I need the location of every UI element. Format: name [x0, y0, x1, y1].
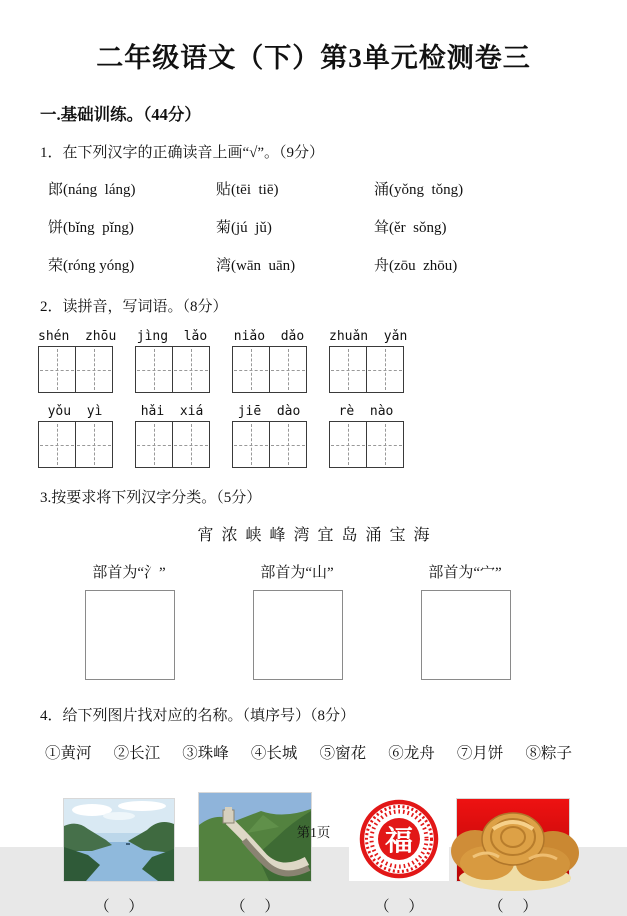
pinyin-label: shén zhōu	[38, 329, 117, 344]
q3-group-label: 部首为“山”	[260, 565, 334, 581]
q3-group-mian	[421, 561, 509, 680]
grid-cell	[329, 346, 367, 393]
writing-grid	[232, 346, 306, 393]
page-number: 第1页	[296, 825, 331, 840]
pinyin-label: jìng lǎo	[136, 329, 208, 344]
photo-column	[199, 793, 311, 916]
answer-blank: （ ）	[94, 899, 144, 915]
grid-cell	[329, 421, 367, 468]
grid-cell	[75, 346, 113, 393]
q1-item: 荣(róng yóng)	[48, 258, 135, 274]
grid-cell	[269, 421, 307, 468]
classification-box	[421, 590, 511, 680]
q4-prompt: 4．给下列图片找对应的名称。（填序号）（8分）	[40, 708, 356, 724]
grid-cell	[366, 421, 404, 468]
pinyin-label: zhuǎn yǎn	[329, 329, 408, 344]
q1-item: 饼(bǐng pǐng)	[48, 220, 134, 236]
q1-item: 菊(jú jǔ)	[216, 220, 272, 236]
pinyin-writing-block	[232, 404, 306, 468]
q3-character-list: 宵 浓 峡 峰 湾 宜 岛 涌 宝 海	[197, 527, 430, 544]
grid-cell	[366, 346, 404, 393]
grid-cell	[172, 421, 210, 468]
pinyin-label: jiē dào	[237, 404, 301, 419]
q4-option: ⑦月饼	[456, 745, 504, 762]
q4-option: ⑤窗花	[319, 745, 367, 762]
grid-cell	[38, 421, 76, 468]
q4-option-list	[0, 741, 627, 763]
writing-grid	[38, 346, 112, 393]
writing-grid	[232, 421, 306, 468]
q2-row-1	[0, 329, 627, 393]
q1-item: 耸(ěr sǒng)	[374, 220, 447, 236]
answer-blank: （ ）	[230, 899, 280, 915]
q1-prompt: 1．在下列汉字的正确读音上画“√”。（9分）	[40, 145, 325, 161]
answer-blank: （ ）	[488, 899, 538, 915]
grid-cell	[135, 421, 173, 468]
grid-cell	[38, 346, 76, 393]
q1-item: 郎(náng láng)	[48, 182, 136, 198]
q3-group-shui	[85, 561, 173, 680]
grid-cell	[269, 346, 307, 393]
q4-photo-row	[0, 793, 627, 916]
grid-cell	[232, 346, 270, 393]
page-title: 二年级语文（下）第3单元检测卷三	[96, 43, 531, 73]
paper-cut-fu-character: 福	[384, 826, 414, 857]
pinyin-writing-block	[38, 329, 117, 393]
grid-cell	[172, 346, 210, 393]
q3-classification-row	[0, 561, 627, 680]
section-1-heading: 一.基础训练。（44分）	[40, 105, 201, 124]
pinyin-writing-block	[329, 329, 408, 393]
q1-item: 贴(tēi tiē)	[216, 182, 279, 198]
q2-row-2	[0, 404, 627, 468]
pinyin-label: yǒu yì	[47, 404, 103, 419]
q1-pinyin-table	[48, 178, 627, 275]
photo-column	[64, 799, 174, 916]
writing-grid	[135, 346, 209, 393]
q3-group-label: 部首为“宀”	[428, 565, 502, 581]
photo-column	[349, 797, 449, 916]
q3-prompt: 3.按要求将下列汉字分类。（5分）	[40, 490, 262, 506]
pinyin-label: rè nào	[338, 404, 394, 419]
grid-cell	[232, 421, 270, 468]
pinyin-writing-block	[329, 404, 403, 468]
pinyin-label: hǎi xiá	[140, 404, 204, 419]
q4-option: ①黄河	[45, 745, 92, 762]
q4-option: ⑥龙舟	[388, 745, 435, 762]
photo-column	[457, 799, 569, 916]
classification-box	[85, 590, 175, 680]
answer-blank: （ ）	[374, 899, 424, 915]
q1-item: 涌(yǒng tǒng)	[374, 182, 464, 198]
writing-grid	[329, 421, 403, 468]
q3-group-label: 部首为“氵”	[92, 565, 166, 581]
pinyin-label: niǎo dǎo	[233, 329, 305, 344]
writing-grid	[38, 421, 112, 468]
pinyin-writing-block	[232, 329, 306, 393]
q4-option: ⑧粽子	[525, 745, 572, 762]
q3-group-shan	[253, 561, 341, 680]
grid-cell	[75, 421, 113, 468]
writing-grid	[329, 346, 403, 393]
pinyin-writing-block	[135, 329, 209, 393]
q4-option: ③珠峰	[182, 745, 229, 762]
pinyin-writing-block	[135, 404, 209, 468]
classification-box	[253, 590, 343, 680]
writing-grid	[135, 421, 209, 468]
grid-cell	[135, 346, 173, 393]
pinyin-writing-block	[38, 404, 112, 468]
q4-option: ②长江	[113, 745, 161, 762]
q2-prompt: 2．读拼音，写词语。（8分）	[40, 299, 228, 315]
q1-item: 舟(zōu zhōu)	[374, 258, 458, 274]
q1-item: 湾(wān uān)	[216, 258, 296, 274]
q4-option: ④长城	[250, 745, 298, 762]
